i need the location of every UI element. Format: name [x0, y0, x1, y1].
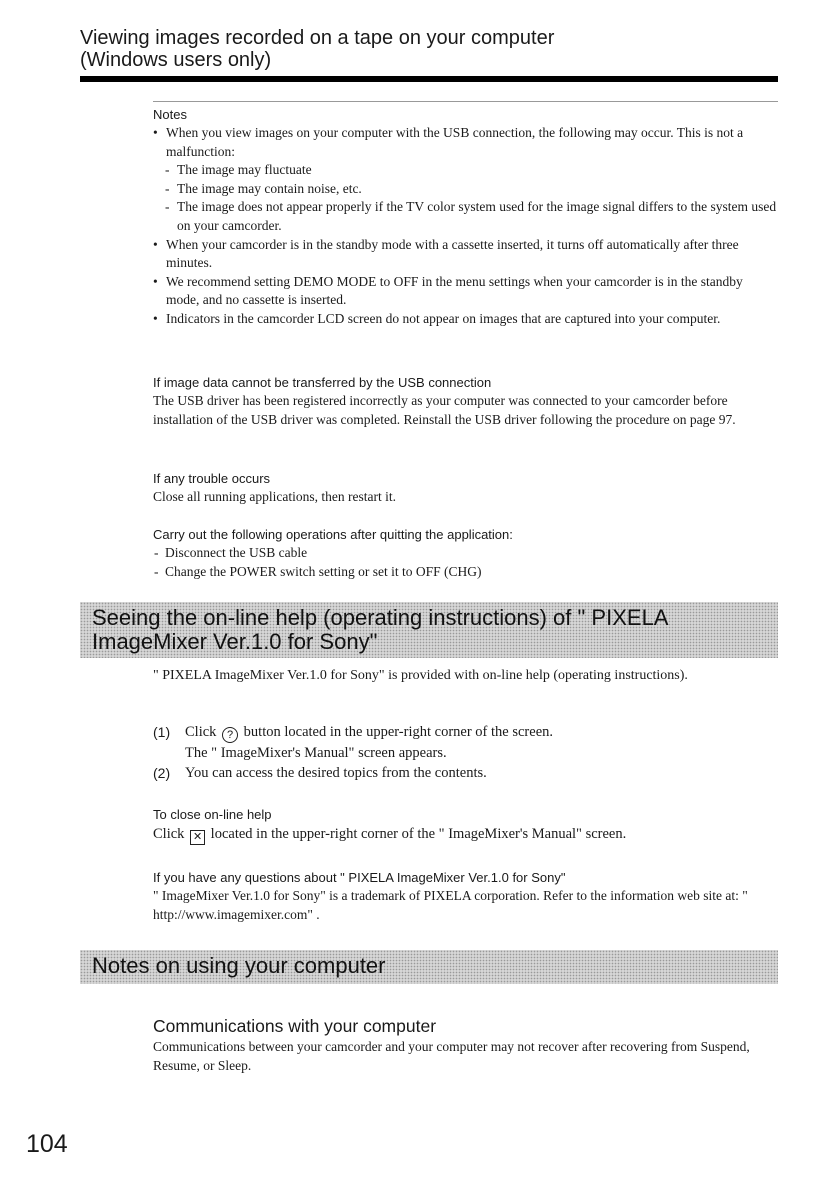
questions-body: " ImageMixer Ver.1.0 for Sony" is a trademark of PIXELA corporation. Refer to the information web site at: " http://www.imagemixer.com" .: [153, 888, 748, 922]
usb-section: [153, 374, 778, 429]
notes-computer-banner: [80, 950, 778, 984]
page-number: 104: [26, 1130, 68, 1158]
notes-section: [153, 106, 778, 329]
notes-item: • Indicators in the camcorder LCD screen do not appear on images that are captured into your computer.: [153, 310, 778, 329]
page-title-line2: (Windows users only): [80, 49, 272, 71]
quit-section: [153, 526, 778, 581]
comm-section: [153, 1038, 778, 1075]
help-banner-line2: ImageMixer Ver.1.0 for Sony": [92, 629, 378, 654]
quit-item: - Disconnect the USB cable: [153, 544, 778, 563]
step-1: [153, 722, 778, 743]
notes-subitem: - The image may contain noise, etc.: [153, 180, 778, 199]
trouble-heading: If any trouble occurs: [153, 471, 271, 486]
questions-section: [153, 869, 778, 924]
notes-rule: [153, 101, 778, 102]
close-help-text: located in the upper-right corner of the " ImageMixer's Manual" screen.: [210, 826, 627, 842]
comm-heading: Communications with your computer: [153, 1016, 437, 1036]
help-steps: [153, 722, 778, 783]
quit-item: - Change the POWER switch setting or set it to OFF (CHG): [153, 563, 778, 582]
comm-body: Communications between your camcorder and your computer may not recover after recovering from Suspend, Resume, or Sleep.: [153, 1039, 750, 1073]
help-intro: [153, 666, 778, 685]
step-text: button located in the upper-right corner of the screen.: [243, 724, 554, 740]
close-help-body: [153, 824, 778, 845]
step-1-result: The " ImageMixer's Manual" screen appears.: [185, 745, 447, 761]
notes-item: • We recommend setting DEMO MODE to OFF in the menu settings when your camcorder is in the standby mode, and no cassette is inserted.: [153, 273, 778, 310]
help-section-banner: [80, 602, 778, 658]
usb-body: The USB driver has been registered incorrectly as your computer was connected to your camcorder before installation of the USB driver was completed. Reinstall the USB driver following the procedure on page 97.: [153, 393, 736, 427]
notes-heading: Notes: [153, 107, 187, 122]
questions-heading: If you have any questions about " PIXELA ImageMixer Ver.1.0 for Sony": [153, 870, 566, 885]
step-number: (1): [153, 724, 171, 740]
help-icon: ?: [222, 727, 238, 743]
title-rule: [80, 76, 778, 82]
close-help-heading: To close on-line help: [153, 807, 272, 822]
step-text: Click: [185, 724, 217, 740]
notes-item: • When your camcorder is in the standby mode with a cassette inserted, it turns off automatically after three minutes.: [153, 236, 778, 273]
help-intro-text: " PIXELA ImageMixer Ver.1.0 for Sony" is provided with on-line help (operating instructions).: [153, 668, 688, 683]
close-help-text: Click: [153, 826, 185, 842]
trouble-section: [153, 470, 778, 507]
notes-subitem: - The image does not appear properly if the TV color system used for the image signal differs to the system used on your camcorder.: [153, 198, 778, 235]
notes-computer-title: Notes on using your computer: [92, 953, 386, 978]
step-number: (2): [153, 765, 171, 781]
page-title-line1: Viewing images recorded on a tape on your computer: [80, 27, 555, 49]
notes-subitem: - The image may fluctuate: [153, 161, 778, 180]
notes-item: • When you view images on your computer with the USB connection, the following may occur. This is not a malfunction:: [153, 124, 778, 161]
usb-heading: If image data cannot be transferred by the USB connection: [153, 375, 492, 390]
step-text: You can access the desired topics from the contents.: [185, 765, 487, 781]
page-title: [80, 27, 554, 71]
close-help-section: [153, 806, 778, 845]
trouble-body: Close all running applications, then restart it.: [153, 489, 396, 504]
quit-heading: Carry out the following operations after quitting the application:: [153, 527, 513, 542]
step-2: [153, 763, 778, 783]
help-banner-line1: Seeing the on-line help (operating instructions) of " PIXELA: [92, 605, 669, 630]
close-icon: ✕: [190, 830, 205, 845]
